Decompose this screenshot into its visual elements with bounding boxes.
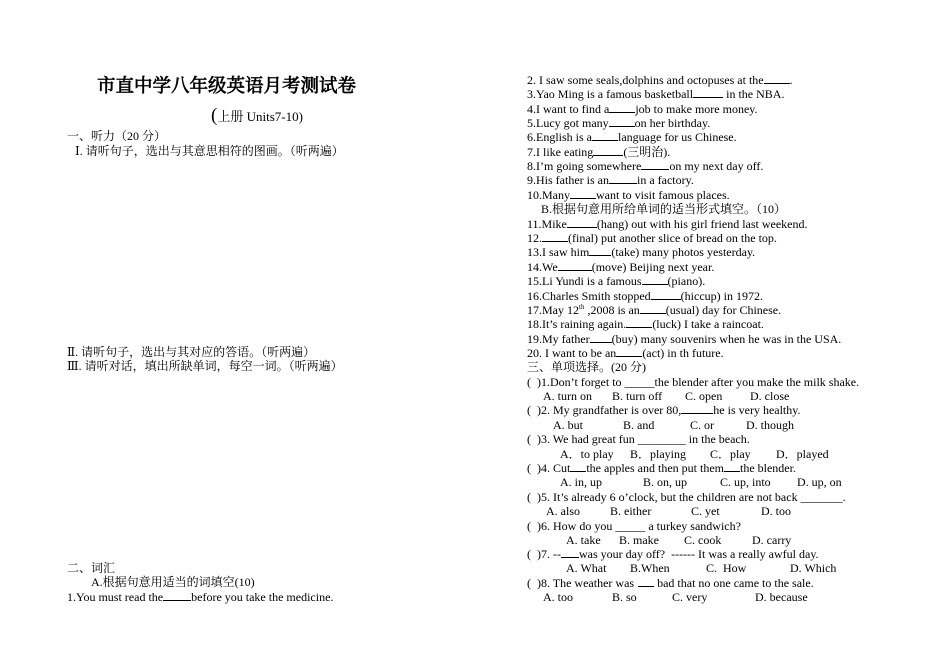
q-text-a: 3.Yao Ming is a famous basketball: [527, 87, 694, 101]
mc6-option-a[interactable]: A. take: [566, 533, 601, 547]
q-text-b: (hang) out with his girl friend last weekend.: [596, 217, 808, 231]
q-text-b: (buy) many souvenirs when he was in the USA.: [611, 332, 842, 346]
q-text-b: on my next day off.: [669, 159, 764, 173]
answer-blank[interactable]: [642, 274, 668, 285]
question-16: [527, 289, 763, 303]
mc5-option-c[interactable]: C. yet: [691, 504, 720, 518]
question-13: [527, 245, 755, 259]
mc-question-1: ( )1.Don’t forget to _____the blender after you make the milk shake.: [527, 375, 860, 389]
mc8-option-a[interactable]: A. too: [543, 590, 573, 604]
mc4-option-a[interactable]: A. in, up: [560, 475, 602, 489]
question-1: [67, 590, 333, 604]
q-text-a: ( )4. Cut: [527, 461, 571, 475]
q-text-b: (hiccup) in 1972.: [680, 289, 763, 303]
answer-blank[interactable]: [570, 188, 596, 199]
q-text-b: job to make more money.: [635, 102, 758, 116]
answer-blank[interactable]: [163, 590, 191, 601]
mc8-option-d[interactable]: D. because: [755, 590, 808, 604]
listening-part-3: Ⅲ. 请听对话，填出所缺单词，每空一词。（听两遍）: [67, 359, 343, 373]
q-text-a: 10.Many: [527, 188, 570, 202]
q-text-b: in the NBA.: [723, 87, 785, 101]
q-text-b: (final) put another slice of bread on the top.: [568, 231, 777, 245]
vocab-section-a: A.根据句意用适当的词填空(10): [91, 575, 255, 589]
answer-blank[interactable]: [626, 317, 652, 328]
answer-blank[interactable]: [641, 159, 669, 170]
q-text-b: he is very healthy.: [713, 403, 801, 417]
q-text-b: (usual) day for Chinese.: [665, 303, 782, 317]
question-18: [527, 317, 764, 331]
mc2-option-c[interactable]: C. or: [690, 418, 714, 432]
answer-blank[interactable]: [558, 260, 592, 271]
answer-blank[interactable]: [593, 145, 623, 156]
mc8-option-c[interactable]: C. very: [672, 590, 708, 604]
mc7-option-a[interactable]: A. What: [566, 561, 607, 575]
q-text-b: bad that no one came to the sale.: [654, 576, 814, 590]
mc-heading: 三、单项选择。(20 分): [527, 360, 646, 374]
q-text-a: 11.Mike: [527, 217, 567, 231]
mc4-option-d[interactable]: D. up, on: [797, 475, 842, 489]
answer-blank[interactable]: [567, 217, 597, 228]
answer-blank[interactable]: [638, 576, 654, 587]
question-2: [527, 73, 793, 87]
question-12: [527, 231, 777, 245]
question-17: [527, 303, 781, 317]
question-5: [527, 116, 710, 130]
q-text-b: (take) many photos yesterday.: [611, 245, 756, 259]
question-3: [527, 87, 784, 101]
q-text-a: 19.My father: [527, 332, 590, 346]
question-20: [527, 346, 724, 360]
mc8-option-b[interactable]: B. so: [612, 590, 637, 604]
mc2-option-b[interactable]: B. and: [623, 418, 655, 432]
mc3-option-a[interactable]: A．to play: [560, 447, 614, 461]
mc4-option-c[interactable]: C. up, into: [720, 475, 771, 489]
q-text-b: in a factory.: [636, 173, 694, 187]
q-text-b: (act) in th future.: [642, 346, 724, 360]
q-text-a: 4.I want to find a: [527, 102, 610, 116]
answer-blank[interactable]: [589, 245, 611, 256]
q-text-a: 17.May 12: [527, 303, 579, 317]
mc1-option-d[interactable]: D. close: [750, 389, 790, 403]
mc1-option-b[interactable]: B. turn off: [612, 389, 663, 403]
q-text-a: 2. I saw some seals,dolphins and octopuses at the: [527, 73, 764, 87]
question-14: [527, 260, 714, 274]
section-b-heading: B.根据句意用所给单词的适当形式填空。（10）: [541, 202, 787, 216]
mc3-option-d[interactable]: D．played: [776, 447, 829, 461]
q-text-b: language for us Chinese.: [618, 130, 737, 144]
mc-question-6: ( )6. How do you _____ a turkey sandwich?: [527, 519, 741, 533]
mc6-option-d[interactable]: D. carry: [752, 533, 792, 547]
mc5-option-b[interactable]: B. either: [610, 504, 652, 518]
mc-question-2: [527, 403, 801, 417]
mc3-option-c[interactable]: C．play: [710, 447, 751, 461]
q-text-a: 18.It’s raining again.: [527, 317, 627, 331]
subtitle-paren: (: [211, 105, 218, 126]
q-text-a: ( )8. The weather was: [527, 576, 635, 590]
mc-question-7: [527, 547, 819, 561]
q-text-a: 12.: [527, 231, 542, 245]
mc2-option-d[interactable]: D. though: [746, 418, 794, 432]
exam-title: 市直中学八年级英语月考测试卷: [97, 77, 357, 97]
question-6: [527, 130, 737, 144]
mc6-option-c[interactable]: C. cook: [684, 533, 722, 547]
mc6-option-b[interactable]: B. make: [619, 533, 659, 547]
answer-blank[interactable]: [609, 173, 637, 184]
q-text-a: ( )2. My grandfather is over 80,: [527, 403, 682, 417]
mc5-option-a[interactable]: A. also: [546, 504, 580, 518]
q-text-b: was your day off? ------ It was a really awful day.: [578, 547, 819, 561]
answer-blank[interactable]: [609, 102, 635, 113]
q-text-a: 5.Lucy got many: [527, 116, 609, 130]
answer-blank[interactable]: [681, 403, 713, 414]
question-15: [527, 274, 705, 288]
mc2-option-a[interactable]: A. but: [553, 418, 583, 432]
answer-blank[interactable]: [651, 289, 681, 300]
answer-blank[interactable]: [561, 547, 579, 558]
q-text-b: (三明治).: [623, 145, 671, 159]
answer-blank[interactable]: [592, 130, 618, 141]
question-9: [527, 173, 694, 187]
q-text-a: 20. I want to be an: [527, 346, 617, 360]
q-text-b: want to visit famous places.: [596, 188, 730, 202]
q-text-a: 14.We: [527, 260, 558, 274]
q-text-a: 13.I saw him: [527, 245, 590, 259]
subtitle-text: 上册 Units7-10): [217, 109, 303, 124]
question-10: [527, 188, 730, 202]
q-text-b: (piano).: [667, 274, 706, 288]
answer-blank[interactable]: [590, 332, 612, 343]
q-text-a: 15.Li Yundi is a famous: [527, 274, 642, 288]
q-text-m: the apples and then put them: [586, 461, 724, 475]
question-7: [527, 145, 670, 159]
mc5-option-d[interactable]: D. too: [761, 504, 791, 518]
question-11: [527, 217, 808, 231]
listening-heading: 一、听力（20 分）: [67, 129, 167, 143]
q-text-b: (luck) I take a raincoat.: [652, 317, 764, 331]
answer-blank[interactable]: [693, 87, 723, 98]
ordinal-suffix: th: [579, 303, 585, 311]
question-4: [527, 102, 758, 116]
vocab-heading: 二、词汇: [67, 561, 116, 575]
q-text-b: .: [789, 73, 793, 87]
listening-part-1: Ⅰ. 请听句子，选出与其意思相符的图画。（听两遍）: [75, 144, 344, 158]
mc-question-4: [527, 461, 796, 475]
question-1-text-b: before you take the medicine.: [191, 590, 334, 604]
q-text-a: 7.I like eating: [527, 145, 594, 159]
mc-question-5: ( )5. It’s already 6 o’clock, but the children are not back _______.: [527, 490, 846, 504]
q-text-a: 16.Charles Smith stopped: [527, 289, 651, 303]
q-text-a: 6.English is a: [527, 130, 592, 144]
answer-blank[interactable]: [570, 461, 586, 472]
q-text-b: the blender.: [739, 461, 796, 475]
q-text-a: 8.I’m going somewhere: [527, 159, 642, 173]
answer-blank[interactable]: [724, 461, 740, 472]
q-text-a: ( )7. --: [527, 547, 561, 561]
question-8: [527, 159, 763, 173]
question-19: [527, 332, 841, 346]
mc7-option-b[interactable]: B.When: [630, 561, 670, 575]
answer-blank[interactable]: [640, 303, 666, 314]
mc-question-8: [527, 576, 814, 590]
answer-blank[interactable]: [609, 116, 635, 127]
mc7-option-c[interactable]: C. How: [706, 561, 747, 575]
listening-part-2: Ⅱ. 请听句子，选出与其对应的答语。（听两遍）: [67, 345, 316, 359]
mc7-option-d[interactable]: D. Which: [790, 561, 837, 575]
mc1-option-a[interactable]: A. turn on: [543, 389, 592, 403]
answer-blank[interactable]: [764, 73, 790, 84]
q-text-b: on her birthday.: [634, 116, 711, 130]
mc3-option-b[interactable]: B．playing: [630, 447, 686, 461]
answer-blank[interactable]: [542, 231, 568, 242]
mc-question-3: ( )3. We had great fun ________ in the beach.: [527, 432, 750, 446]
q-text-b: (move) Beijing next year.: [591, 260, 715, 274]
answer-blank[interactable]: [616, 346, 642, 357]
q-text-a2: ,2008 is an: [584, 303, 640, 317]
exam-subtitle: [211, 107, 303, 126]
question-1-text-a: 1.You must read the: [67, 590, 164, 604]
mc1-option-c[interactable]: C. open: [685, 389, 723, 403]
q-text-a: 9.His father is an: [527, 173, 609, 187]
mc4-option-b[interactable]: B. on, up: [643, 475, 688, 489]
